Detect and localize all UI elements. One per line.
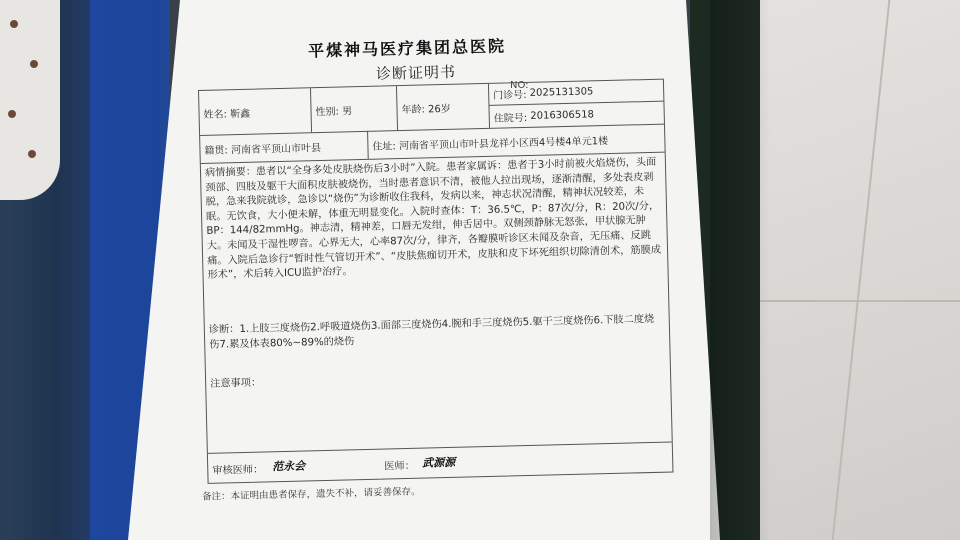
outpatient-label: 门诊号: <box>493 89 527 102</box>
address-value: 河南省平顶山市叶县龙祥小区西4号楼4单元1楼 <box>398 135 609 152</box>
gender-label: 性别: <box>315 106 340 118</box>
inpatient-label: 住院号: <box>493 112 528 125</box>
inpatient-value: 2016306518 <box>530 108 595 122</box>
footer-note: 备注：本证明由患者保存，遗失不补，请妥善保存。 <box>201 486 421 503</box>
age-cell <box>397 84 490 130</box>
gender-cell <box>311 86 398 132</box>
outpatient-value: 2025131305 <box>529 86 594 99</box>
document-title: 诊断证明书 <box>375 62 457 84</box>
hospital-name: 平煤神马医疗集团总医院 <box>307 36 507 61</box>
origin-cell <box>200 131 369 163</box>
diagnosis-text: 诊断：1.上肢三度烧伤2.呼吸道烧伤3.面部三度烧伤4.腕和手三度烧伤5.躯干三度烧伤6.下肢二度烧伤7.累及体表80%~89%的烧伤 <box>208 313 655 351</box>
record-numbers-cell <box>489 80 664 128</box>
age-label: 年龄: <box>401 103 426 116</box>
notice-label: 注意事项： <box>210 377 262 390</box>
reviewer-label: 审核医师： <box>212 464 264 477</box>
signature-row <box>208 442 673 484</box>
gender-value: 男 <box>341 105 353 117</box>
name-label: 姓名: <box>203 108 228 121</box>
name-cell <box>199 88 312 135</box>
doctor-signature: 武源源 <box>422 455 456 470</box>
certificate-table <box>198 79 673 484</box>
address-label: 住址: <box>372 140 396 153</box>
certificate-number-label: NO: <box>510 80 529 91</box>
origin-value: 河南省平顶山市叶县 <box>230 142 322 156</box>
doctor-label: 医师： <box>384 460 415 473</box>
name-value: 靳鑫 <box>230 108 251 120</box>
address-cell <box>368 124 665 159</box>
reviewer-signature: 范永会 <box>272 459 306 474</box>
medical-history: 病情摘要：患者以“全身多处皮肤烧伤后3小时”入院。患者家属诉：患者于3小时前被火焰烧伤，头面颈部、四肢及躯干大面积皮肤被烧伤，当时患者意识不清，被他人拉出现场，逐渐清醒，多处表皮剥脱，急来我院就诊，急诊以“烧伤”为诊断收住我科，发病以来，神志状况清醒，精神状况较差，未眠。无饮食，大小便未解，体重无明显变化。入院时查体：T：36.5℃，P：87次/分，R：20次/分，BP：144/82mmHg。神志清，精神差，口唇无发绀，伸舌居中。双侧颈静脉无怒张，甲状腺无肿大。未闻及干湿性啰音。心界无大，心率87次/分，律齐，各瓣膜听诊区未闻及杂音，无压痛、反跳痛。入院后急诊行“暂时性气管切开术”、“皮肤焦痂切开术，皮肤和皮下坏死组织切除清创术，筋膜成形术”，术后转入ICU监护治疗。 <box>204 156 662 281</box>
age-value: 26岁 <box>427 103 451 115</box>
origin-label: 籍贯: <box>204 144 228 157</box>
